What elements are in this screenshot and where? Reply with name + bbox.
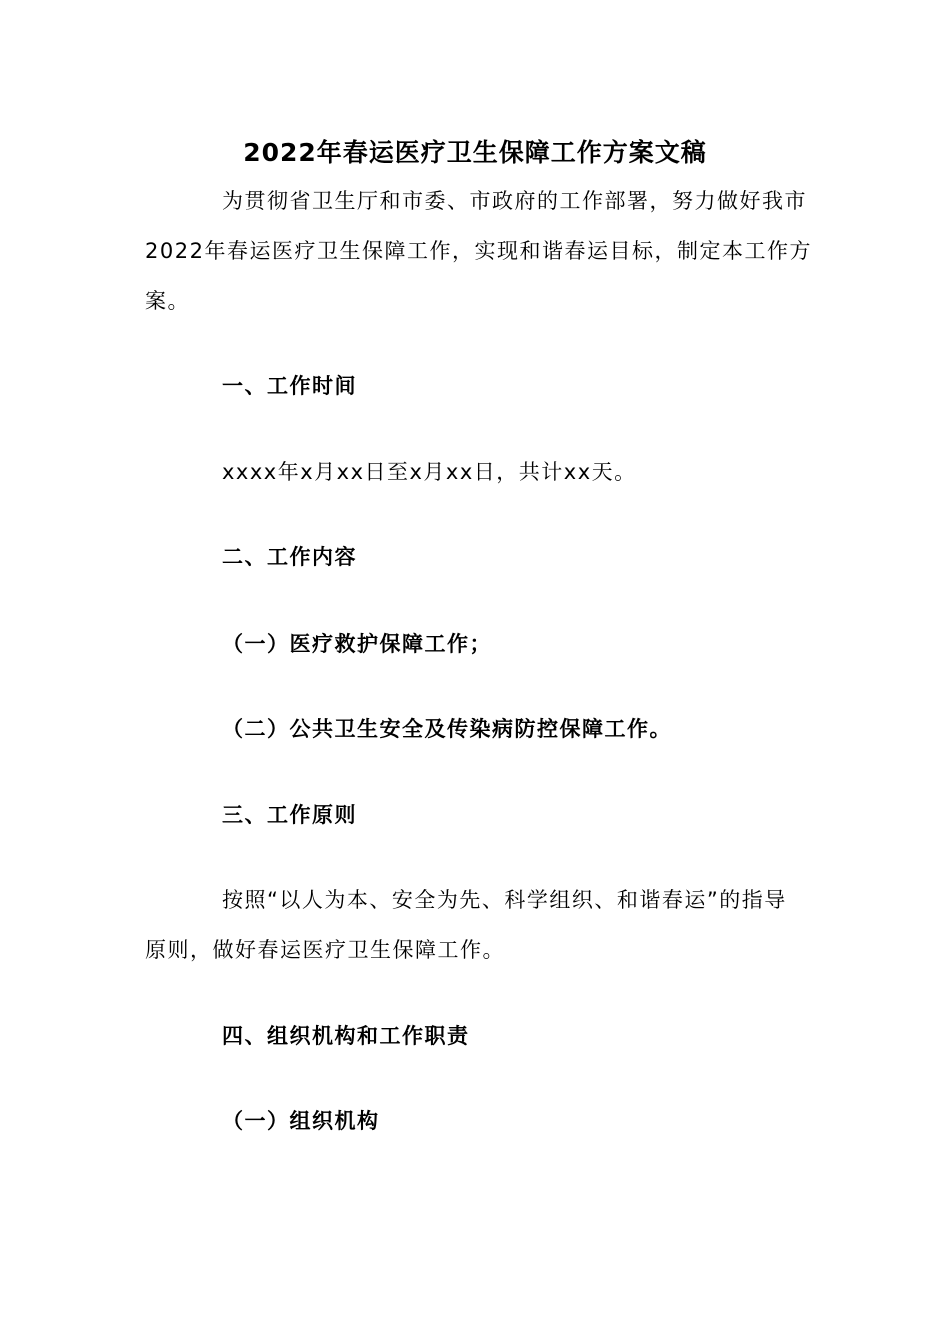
intro-paragraph-line-1: 为贯彻省卫生厅和市委、市政府的工作部署，努力做好我市 <box>222 189 807 213</box>
section-2-item-1: （一）医疗救护保障工作； <box>222 632 492 656</box>
intro-paragraph-line-3: 案。 <box>145 289 190 313</box>
section-1-heading: 一、工作时间 <box>222 374 357 398</box>
intro-paragraph-line-2: 2022年春运医疗卫生保障工作，实现和谐春运目标，制定本工作方 <box>145 239 812 263</box>
section-3-paragraph-line-2: 原则，做好春运医疗卫生保障工作。 <box>145 938 505 962</box>
document-title: 2022年春运医疗卫生保障工作方案文稿 <box>243 138 707 167</box>
section-4-item-1: （一）组织机构 <box>222 1109 380 1133</box>
section-2-item-2: （二）公共卫生安全及传染病防控保障工作。 <box>222 717 672 741</box>
section-2-heading: 二、工作内容 <box>222 545 357 569</box>
section-1-body: xxxx年x月xx日至x月xx日，共计xx天。 <box>222 460 637 484</box>
section-3-heading: 三、工作原则 <box>222 803 357 827</box>
section-3-paragraph-line-1: 按照“以人为本、安全为先、科学组织、和谐春运”的指导 <box>222 888 787 912</box>
section-4-heading: 四、组织机构和工作职责 <box>222 1024 470 1048</box>
